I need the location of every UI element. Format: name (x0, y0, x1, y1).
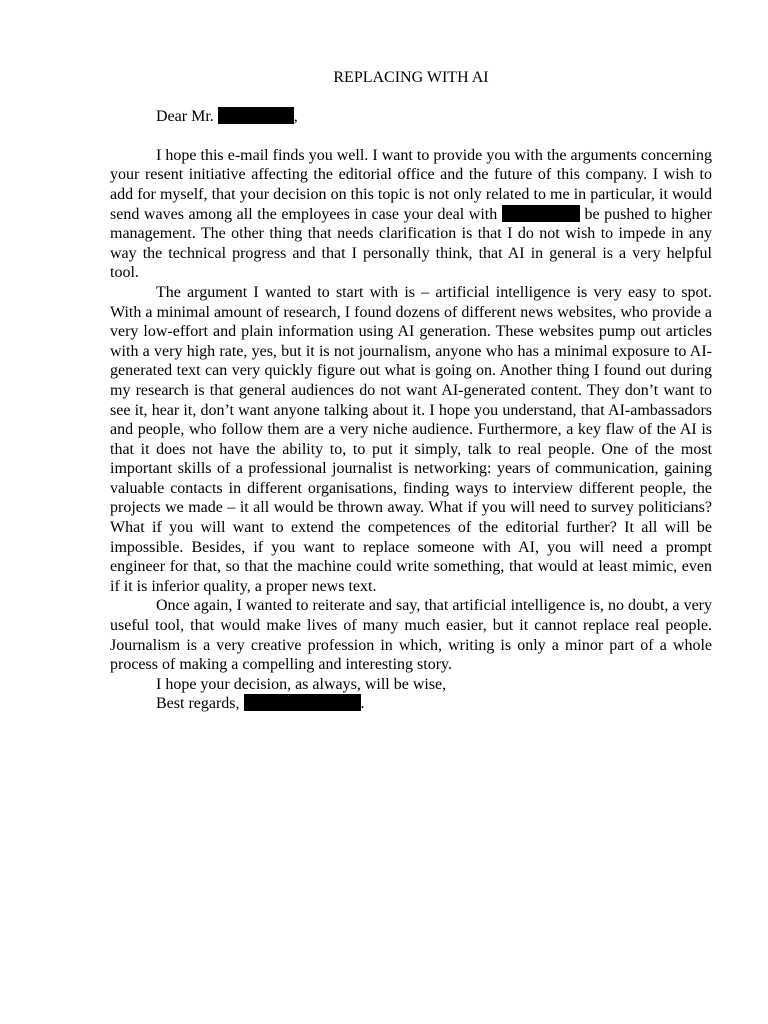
salutation (110, 107, 712, 127)
paragraph-intro-part1: I hope this e-mail finds you well. I want to provide you with the arguments concerning your resent initiative affecting the editorial office and the future of this company. I wish to add for myself, that your decision on this topic is not only related to me in particular, it would send waves among all the employees in case your deal with (110, 146, 712, 223)
signoff-suffix: . (360, 695, 365, 713)
signoff-line (110, 694, 712, 714)
closing-line: I hope your decision, as always, will be wise, (156, 675, 447, 693)
signoff-prefix: Best regards, (156, 695, 244, 713)
redacted-recipient-name (218, 107, 294, 124)
redacted-company-name (502, 205, 580, 222)
paragraph-intro-part2: be pushed to higher management. The other thing that needs clarification is that I do not wish to impede in any way the technical progress and that I personally think, that AI in general is a very helpful tool. (110, 205, 713, 282)
paragraph-argument: The argument I wanted to start with is – artificial intelligence is very easy to spot. With a minimal amount of research, I found dozens of different news websites, who provide a very low-effort and plain information using AI generation. These websites pump out articles with a very high rate, yes, but it is not journalism, anyone who has a minimal exposure to AI-generated text can very quickly figure out what is going on. Another thing I found out during my research is that general audiences do not want AI-generated content. They don’t want to see it, hear it, don’t want anyone talking about it. I hope you understand, that AI-ambassadors and people, who follow them are a very niche audience. Furthermore, a key flaw of the AI is that it does not have the ability to, to put it simply, talk to real people. One of the most important skills of a professional journalist is networking: years of communication, gaining valuable contacts in different organisations, finding ways to interview different people, the projects we made – it all would be thrown away. What if you will need to survey politicians? What if you will want to extend the competences of the editorial further? It all will be impossible. Besides, if you want to replace someone with AI, you will need a prompt engineer for that, so that the machine could write something, that would at least mimic, even if it is inferior quality, a proper news text. (110, 283, 712, 595)
document-page (110, 68, 712, 714)
salutation-suffix: , (293, 107, 298, 125)
salutation-prefix: Dear Mr. (156, 107, 218, 125)
paragraph-intro (110, 146, 712, 283)
redacted-sender-name (244, 694, 361, 711)
paragraph-conclusion: Once again, I wanted to reiterate and say, that artificial intelligence is, no doubt, a very useful tool, that would make lives of many much easier, but it cannot replace real people. Journalism is a very creative profession in which, writing is only a minor part of a whole process of making a compelling and interesting story. (110, 597, 712, 674)
document-title: REPLACING WITH AI (333, 69, 489, 86)
